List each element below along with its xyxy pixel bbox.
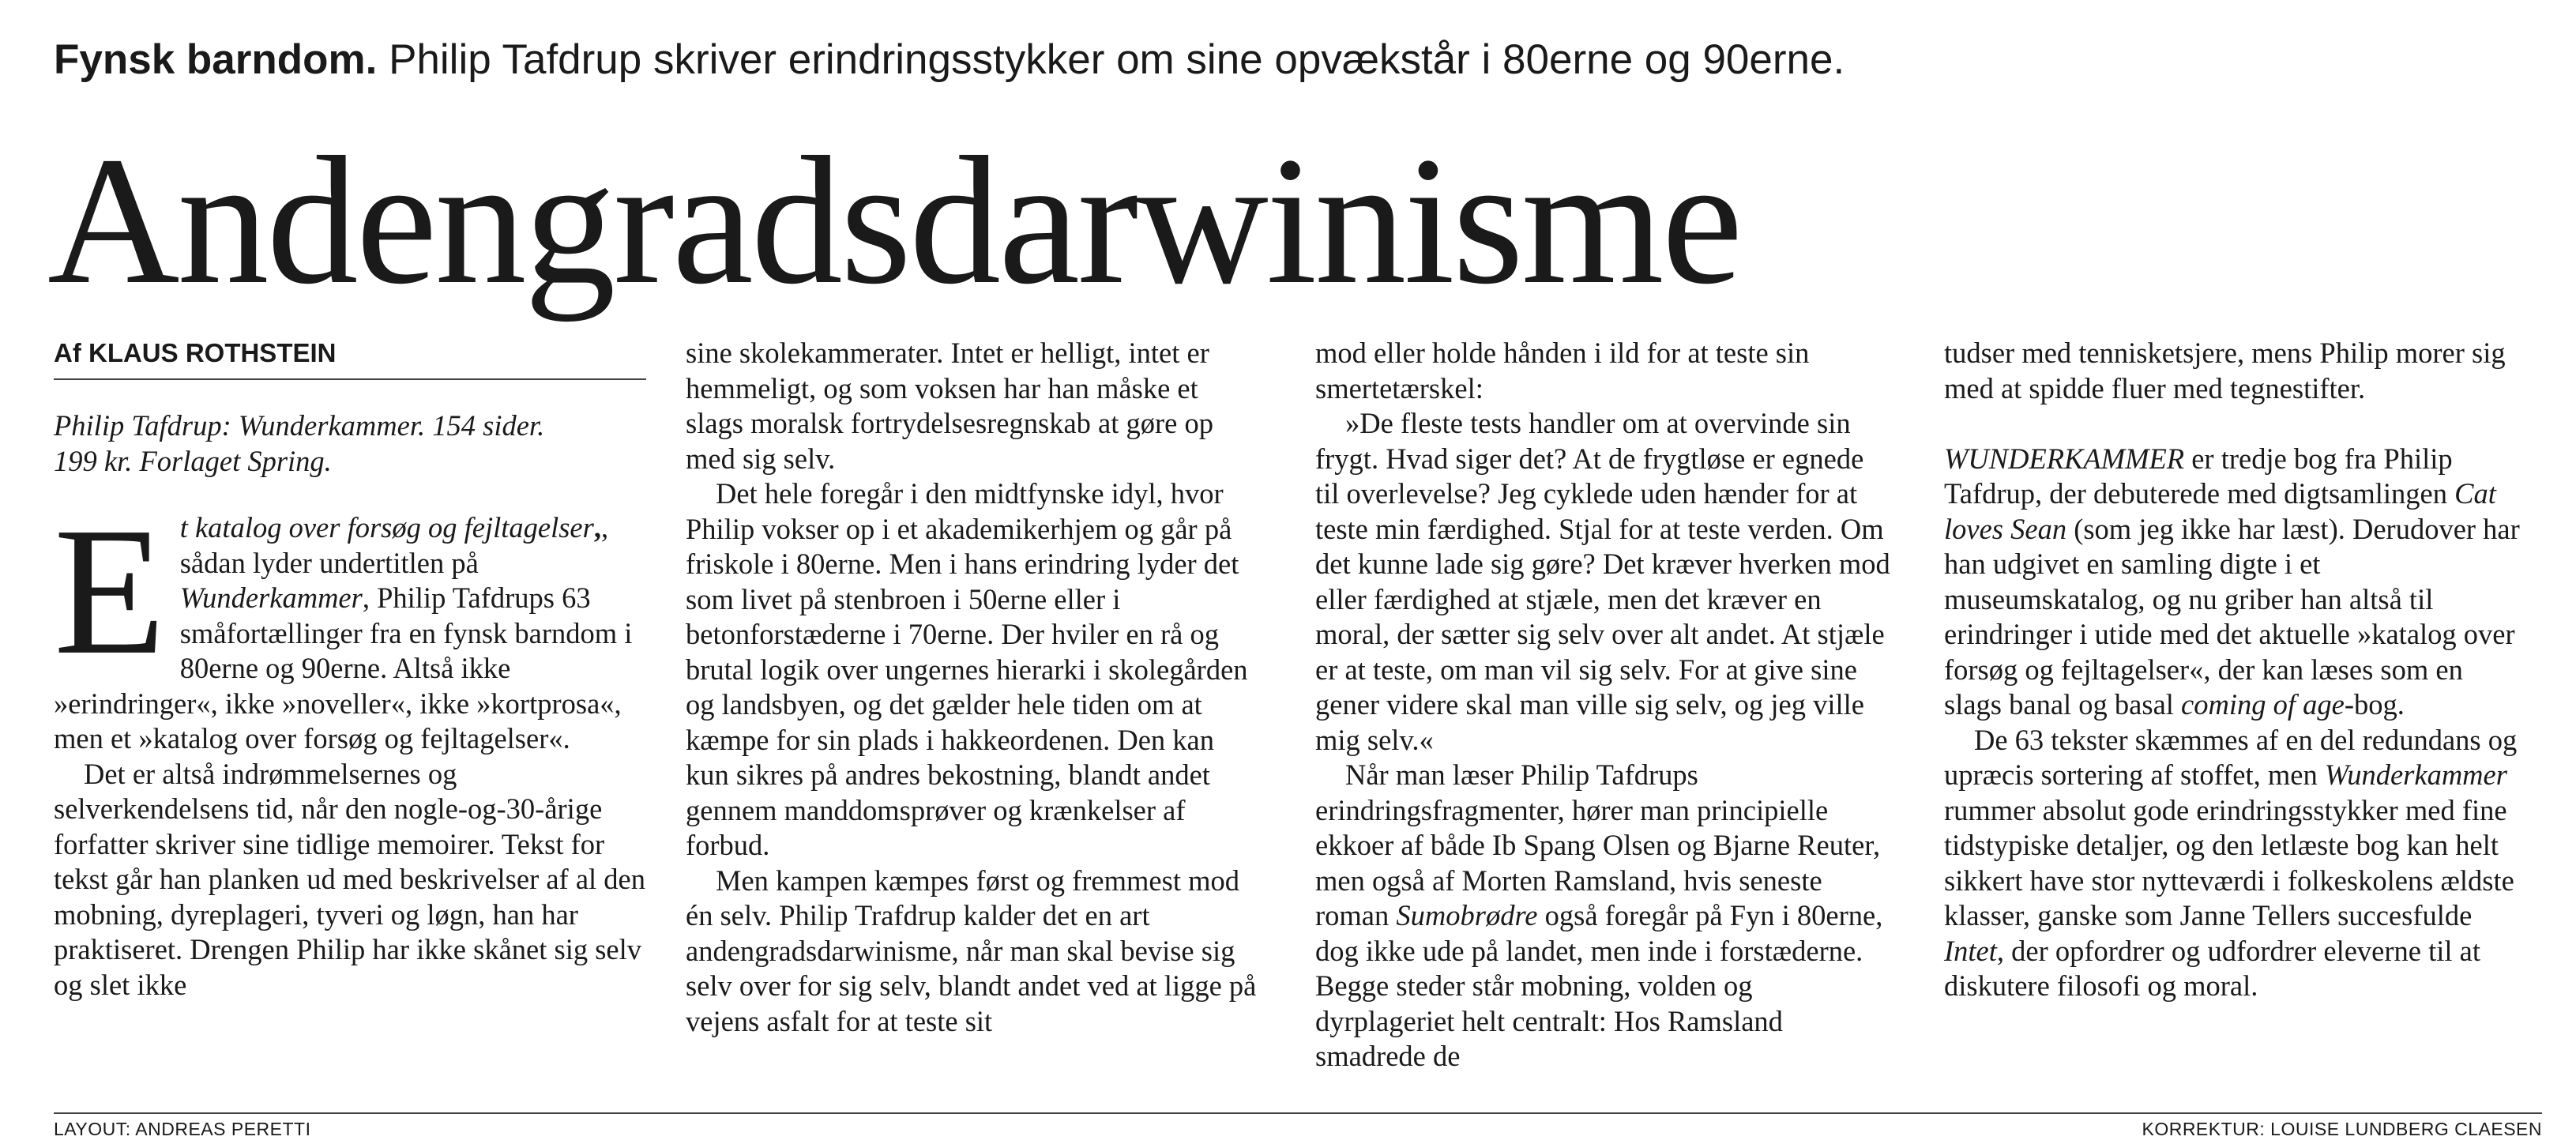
column-3: [1315, 336, 1892, 1074]
column-1: [54, 336, 646, 1003]
text-span: , der opfordrer og udfordrer eleverne til at diskutere filosofi og moral.: [1944, 934, 2480, 1002]
text-span: (som jeg ikke har læst). Derudover har han udgivet en samling digte i et museumskatalog, og nu griber han altså til erindringer i utide med det aktuelle »katalog over forsøg og fejltagelser«, der kan læses som en slags banal og basal: [1944, 512, 2520, 721]
book-title: Wunderkammer: [179, 581, 363, 614]
text-span: , Philip Tafdrups 63 småfortællinger fra en fynsk barndom i 80erne og 90erne. Altså ikke »erindringer«, ikke »noveller«, ikke »kortprosa«, men et »katalog over forsøg og fejltagelser«.: [54, 581, 633, 755]
book-title: Sumobrødre: [1396, 899, 1538, 931]
text-span: er tredje bog fra Philip Tafdrup, der debuterede med digtsamlingen: [1944, 442, 2455, 510]
text-span: Når man læser Philip Tafdrups erindringsfragmenter, hører man principielle ekkoer af både Ib Spang Olsen og Bjarne Reuter, men også af Morten Ramsland, hvis seneste roman: [1315, 758, 1881, 931]
footer-rule: [54, 1112, 2542, 1114]
text-span: , sådan lyder undertitlen på: [179, 511, 609, 579]
paragraph: [1944, 723, 2521, 1004]
text-span: De 63 tekster skæmmes af en del redundans og upræcis sortering af stoffet, men: [1944, 723, 2518, 791]
text-span: også foregår på Fyn i 80erne, dog ikke ude på landet, men inde i forstæderne. Begge steder står mobning, volden og dyrplageriet helt centralt: Hos Ramsland smadrede de: [1315, 899, 1883, 1072]
quote-paragraph: »De fleste tests handler om at overvinde sin frygt. Hvad siger det? At de frygtløse er egnede til overlevelse? Jeg cyklede uden hænder for at teste min færdighed. Stjal for at teste verden. Om det kunne lade sig gøre? Det kræver hverken mod eller færdighed at stjæle, men det kræver en moral, der sætter sig selv over alt andet. At stjæle er at teste, om man vil sig selv. For at give sine gener videre skal man ville sig selv, og jeg ville mig selv.«: [1315, 407, 1890, 756]
paragraph: [1315, 758, 1892, 1074]
book-info-line2: 199 kr. Forlaget Spring.: [54, 444, 332, 477]
book-title: Wunderkammer: [2324, 758, 2507, 791]
column-2: [686, 336, 1262, 1039]
paragraph: [1944, 442, 2521, 723]
paragraph: Men kampen kæmpes først og fremmest mod én selv. Philip Trafdrup kalder det en art andengradsdarwinisme, når man skal bevise sig selv over for sig selv, blandt andet ved at ligge på vejens asfalt for at teste sit: [686, 864, 1257, 1037]
byline: Af KLAUS ROTHSTEIN: [54, 336, 646, 380]
paragraph: Det hele foregår i den midtfynske idyl, hvor Philip vokser op i et akademikerhjem og går på friskole i 80erne. Men i hans erindring lyder det som livet på stenbroen i 50erne eller i betonforstæderne i 70erne. Der hviler en rå og brutal logik over ungernes hierarki i skolegården og landsbyen, og det gælder hele tiden om at kæmpe for sin plads i hakkeordenen. Den kan kun sikres på andres bekostning, blandt andet gennem manddomsprøver og krænkelser af forbud.: [686, 477, 1248, 861]
drop-cap: E: [54, 490, 166, 693]
paragraph: sine skolekammerater. Intet er helligt, intet er hemmeligt, og som voksen har han måske et slags moralsk fortrydelsesregnskab at gøre op med sig selv.: [686, 337, 1213, 475]
text-span: -bog.: [2344, 688, 2405, 721]
paragraph: Et katalog over forsøg og fejltagelser,, sådan lyder undertitlen på Wunderkammer, Philip Tafdrups 63 småfortællinger fra en fynsk barndom i 80erne og 90erne. Altså ikke »erindringer«, ikke »noveller«, ikke »kortprosa«, men et »katalog over forsøg og fejltagelser«.: [54, 490, 633, 755]
column-4: [1944, 336, 2521, 1004]
footer-layout-credit: LAYOUT: ANDREAS PERETTI: [54, 1119, 311, 1139]
paragraph: tudser med tennisketsjere, mens Philip morer sig med at spidde fluer med tegnestifter.: [1944, 337, 2506, 405]
book-title: Cat loves Sean: [1944, 477, 2496, 545]
kicker-text: Philip Tafdrup skriver erindringsstykker om sine opvækstår i 80erne og 90erne.: [377, 36, 1845, 83]
kicker-label: Fynsk barndom.: [54, 36, 378, 83]
paragraph: mod eller holde hånden i ild for at teste sin smertetærskel:: [1315, 337, 1810, 405]
paragraph: Det er altså indrømmelsernes og selverkendelsens tid, når den nogle-og-30-årige forfatter skriver sine tidlige memoirer. Tekst for tekst går han planken ud med beskrivelser af al den mobning, dyreplageri, tyveri og løgn, han har praktiseret. Drengen Philip har ikke skånet sig selv og slet ikke: [54, 757, 645, 1001]
kicker: [54, 32, 2542, 88]
book-title: Intet: [1944, 934, 1997, 967]
book-info-line1: Philip Tafdrup: Wunderkammer. 154 sider.: [54, 409, 545, 442]
footer-proofreader-credit: KORREKTUR: LOUISE LUNDBERG CLAESEN: [2142, 1119, 2542, 1139]
headline: Andengradsdarwinisme: [47, 119, 1741, 322]
book-info: [54, 408, 646, 479]
book-title: WUNDERKAMMER: [1944, 442, 2185, 475]
text-span: rummer absolut gode erindringsstykker med fine tidstypiske detaljer, og den letlæste bog kan helt sikkert have stor nytteværdi i folkeskolens ældste klasser, ganske som Janne Tellers succesfulde: [1944, 793, 2514, 931]
subtitle-quote: t katalog over forsøg og fejltagelser: [179, 511, 594, 544]
term: coming of age: [2181, 688, 2345, 721]
